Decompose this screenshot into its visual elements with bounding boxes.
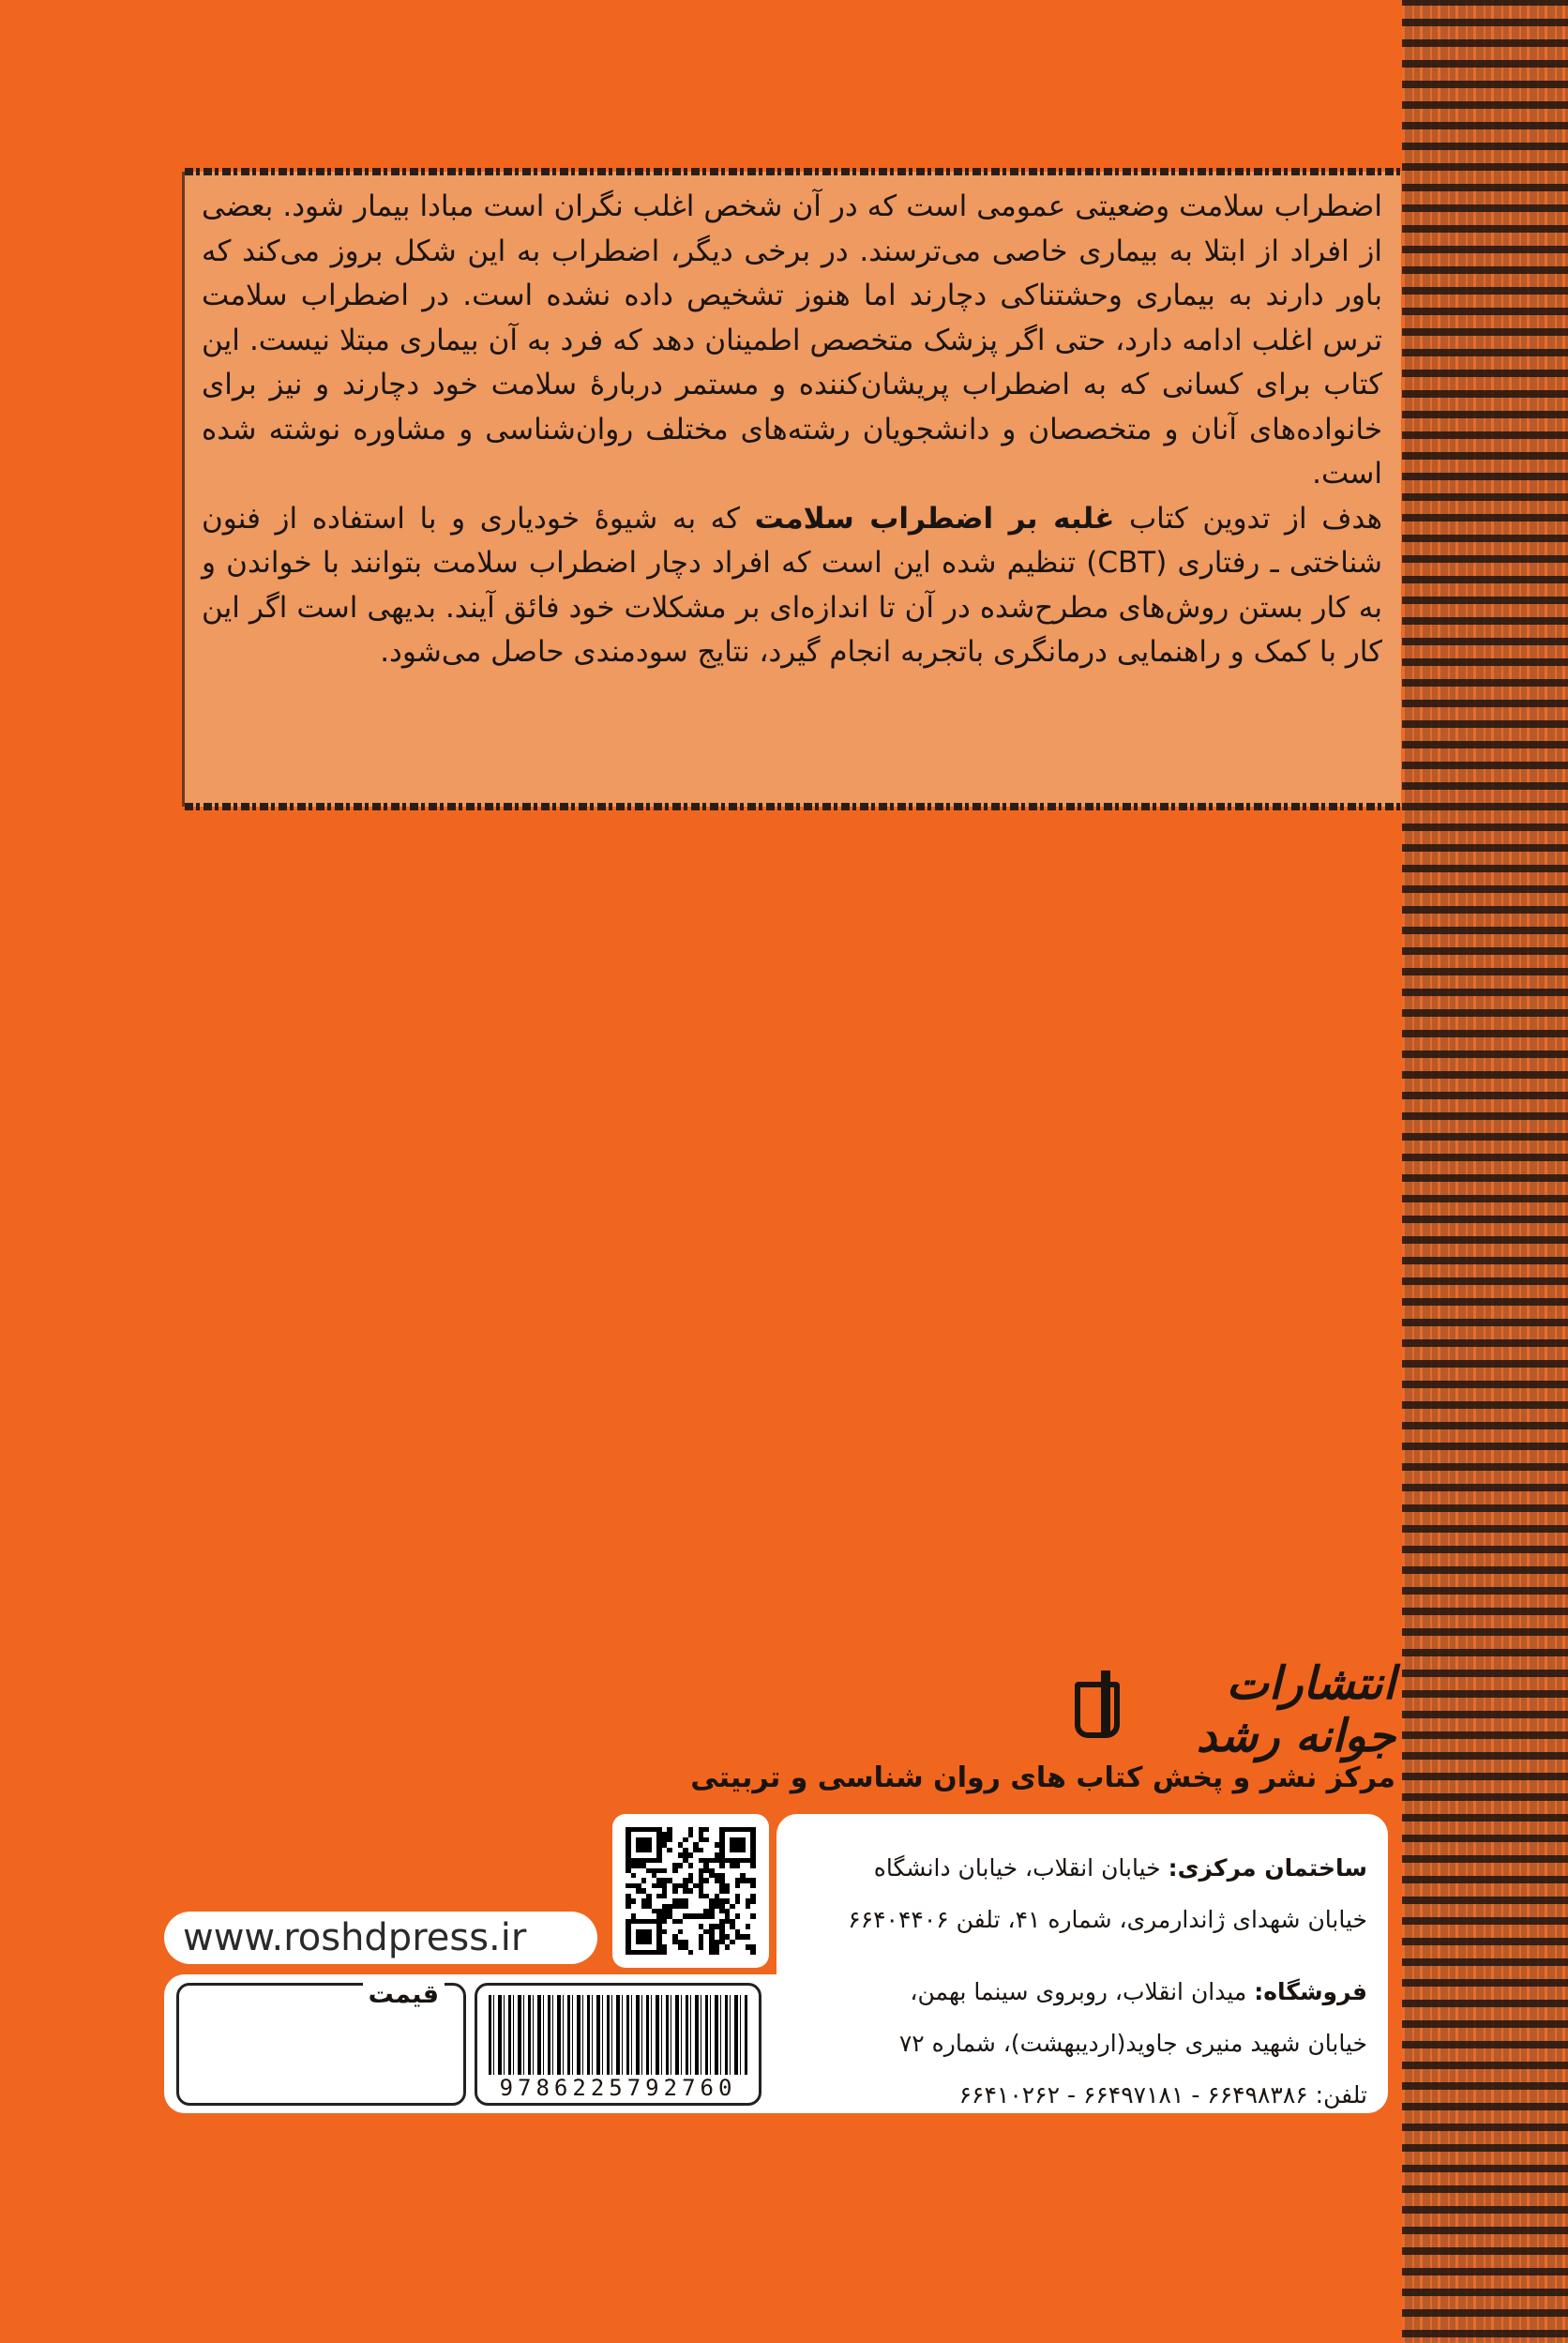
- book-sprout-icon: [1075, 1682, 1120, 1738]
- central-label: ساختمان مرکزی:: [1168, 1854, 1367, 1882]
- store-phones: تلفن: ۶۶۴۹۸۳۸۶ - ۶۶۴۹۷۱۸۱ - ۶۶۴۱۰۲۶۲: [958, 2081, 1367, 2109]
- qr-module: [750, 1950, 756, 1955]
- website-link[interactable]: www.roshdpress.ir: [164, 1912, 597, 1964]
- address-text: خیابان انقلاب، خیابان دانشگاه: [873, 1854, 1168, 1882]
- textured-side-strip: [1402, 0, 1568, 2343]
- publisher-logo: [1075, 1657, 1395, 1762]
- store-label: فروشگاه:: [1254, 1978, 1367, 2005]
- logo-text: انتشارات جوانه رشد: [1196, 1657, 1395, 1762]
- central-address-line-1: [786, 1842, 1367, 1894]
- paragraph-text: که به شیوهٔ خودیاری و با استفاده از فنون شناختی ـ رفتاری (CBT) تنظیم شده این است که افراد دچار اضطراب سلامت بتوانند با خواندن و به کار بستن روش‌های مطرح‌شده در آن تا اندازه‌ای بر مشکلات خود فائق آیند. بدیهی است اگر این کار با کمک و راهنمایی درمانگری باتجربه انجام گیرد، نتایج سودمندی حاصل می‌شود.: [202, 501, 1382, 669]
- book-title: غلبه بر اضطراب سلامت: [754, 501, 1115, 536]
- description-box: [182, 172, 1401, 807]
- store-address-line-1: [786, 1966, 1367, 2018]
- central-address-line-2: خیابان شهدای ژاندارمری، شماره ۴۱، تلفن ۶۶۴۰۴۴۰۶: [848, 1906, 1367, 1933]
- address-text: میدان انقلاب، روبروی سینما بهمن،: [910, 1978, 1255, 2005]
- qr-code-grid: [626, 1827, 756, 1955]
- qr-code[interactable]: [612, 1814, 769, 1968]
- store-address-line-2: خیابان شهید منیری جاوید(اردیبهشت)، شماره ۷۲: [898, 2030, 1367, 2057]
- address-panel: [776, 1814, 1388, 2113]
- isbn-barcode: [475, 1983, 761, 2106]
- isbn-number: 9786225792760: [499, 2075, 737, 2101]
- publisher-tagline: مرکز نشر و پخش کتاب های روان شناسی و تربیتی: [690, 1761, 1395, 1794]
- description-paragraph-2: [202, 497, 1382, 675]
- price-label: قیمت: [363, 1980, 445, 2009]
- paragraph-text: هدف از تدوین کتاب: [1114, 501, 1382, 536]
- price-box: [176, 1980, 466, 2106]
- description-paragraph-1: اضطراب سلامت وضعیتی عمومی است که در آن شخص اغلب نگران است مبادا بیمار شود. بعضی از افراد از ابتلا به بیماری خاصی می‌ترسند. در برخی دیگر، اضطراب به این شکل بروز می‌کند که باور دارند به بیماری وحشتناکی دچارند اما هنوز تشخیص داده نشده است. در اضطراب سلامت ترس اغلب ادامه دارد، حتی اگر پزشک متخصص اطمینان دهد که فرد به آن بیماری مبتلا نیست. این کتاب برای کسانی که به اضطراب پریشان‌کننده و مستمر دربارهٔ سلامت خود دچارند و نیز برای خانواده‌های آنان و متخصصان و دانشجویان رشته‌های مختلف روان‌شناسی و مشاوره نوشته شده است.: [202, 189, 1382, 491]
- barcode-bars: [489, 1995, 747, 2075]
